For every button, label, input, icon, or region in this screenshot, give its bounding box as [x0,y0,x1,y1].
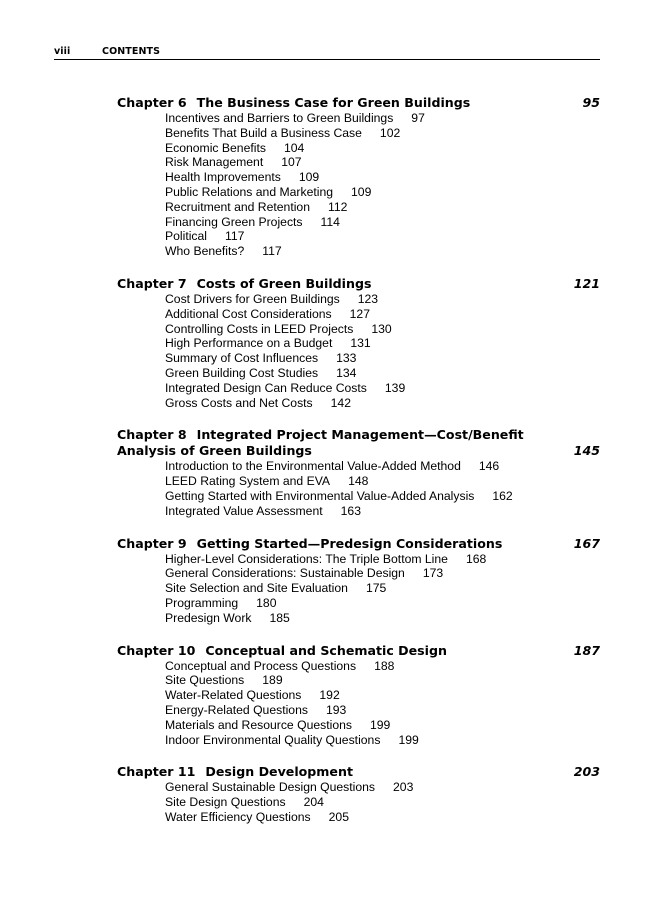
chapter-page-number: 167 [573,535,600,551]
entry-page-number: 175 [365,581,387,596]
chapter-title-line [117,443,540,459]
chapter-title: Design Development [205,764,353,780]
toc-entry[interactable] [165,336,600,351]
toc-entry[interactable] [165,474,600,489]
toc-entry[interactable] [165,111,600,126]
toc-chapter [117,536,600,626]
entry-page-number: 204 [303,795,324,810]
entry-page-number: 188 [374,658,395,673]
toc-entry[interactable] [165,489,600,504]
toc-entry[interactable] [165,141,600,156]
entry-title: Political [165,229,207,244]
entry-title: LEED Rating System and EVA [165,474,331,489]
entry-page-number: 193 [325,702,347,717]
chapter-heading[interactable] [117,764,600,780]
toc-entry[interactable] [165,688,600,703]
toc-entry[interactable] [165,351,600,366]
toc-entry[interactable] [165,200,600,215]
entry-page-number: 133 [336,351,357,366]
entry-title: Financing Green Projects [165,214,303,229]
entry-page-number: 104 [283,140,305,155]
entry-title: Materials and Resource Questions [165,717,352,732]
toc-entry[interactable] [165,307,600,322]
entry-page-number: 189 [262,673,283,688]
toc-entry[interactable] [165,659,600,674]
section-list [117,659,600,748]
entry-page-number: 117 [262,244,282,259]
entry-title: Getting Started with Environmental Value-Added Analysis [165,488,475,503]
toc-entry[interactable] [165,396,600,411]
toc-entry[interactable] [165,795,600,810]
entry-title: Benefits That Build a Business Case [165,125,362,140]
toc-entry[interactable] [165,718,600,733]
entry-title: Programming [165,595,239,610]
chapter-title: Analysis of Green Buildings [117,443,312,459]
entry-title: Additional Cost Considerations [165,306,332,321]
toc-chapter [117,276,600,410]
toc-entry[interactable] [165,170,600,185]
toc-entry[interactable] [165,292,600,307]
entry-page-number: 192 [319,688,340,703]
section-list [117,292,600,410]
chapter-heading[interactable] [117,427,600,459]
toc-chapter [117,427,600,518]
chapter-title-line [117,427,540,443]
chapter-label: Chapter 9 [117,535,187,551]
toc-entry[interactable] [165,459,600,474]
toc-entry[interactable] [165,366,600,381]
chapter-label: Chapter 8 [117,427,187,443]
section-list [117,459,600,518]
entry-page-number: 163 [340,503,361,518]
chapter-page-number: 121 [573,275,600,291]
entry-page-number: 148 [348,474,369,489]
entry-title: Who Benefits? [165,244,245,259]
chapter-page-number: 187 [573,642,600,658]
entry-title: Incentives and Barriers to Green Buildings [165,111,394,125]
chapter-label: Chapter 7 [117,275,187,291]
table-of-contents [117,95,600,842]
entry-title: Water Efficiency Questions [165,809,311,824]
entry-title: Higher-Level Considerations: The Triple Bottom Line [165,551,448,566]
entry-title: Predesign Work [165,610,252,625]
section-list [117,111,600,259]
chapter-title-line [117,643,540,659]
entry-title: Site Questions [165,673,245,688]
chapter-title-line [117,95,540,111]
toc-entry[interactable] [165,381,600,396]
entry-page-number: 173 [422,566,444,581]
toc-chapter [117,95,600,259]
toc-entry[interactable] [165,581,600,596]
entry-title: Gross Costs and Net Costs [165,395,313,410]
entry-title: Conceptual and Process Questions [165,658,357,673]
chapter-title-line [117,276,540,292]
entry-page-number: 130 [371,321,392,336]
entry-page-number: 139 [384,380,406,395]
section-list [117,780,600,824]
running-head [54,45,600,60]
entry-page-number: 134 [336,365,357,380]
chapter-label: Chapter 11 [117,764,196,780]
entry-page-number: 168 [465,551,487,566]
toc-entry[interactable] [165,596,600,611]
entry-page-number: 109 [298,170,320,185]
toc-entry[interactable] [165,780,600,795]
chapter-title-line [117,536,540,552]
entry-title: Cost Drivers for Green Buildings [165,291,340,306]
entry-page-number: 102 [379,125,401,140]
entry-page-number: 123 [357,291,379,306]
entry-title: High Performance on a Budget [165,336,333,351]
entry-page-number: 131 [350,336,371,351]
chapter-title-line [117,764,540,780]
toc-entry[interactable] [165,215,600,230]
toc-entry[interactable] [165,155,600,170]
chapter-title: Conceptual and Schematic Design [205,642,447,658]
toc-entry[interactable] [165,504,600,519]
entry-title: Indoor Environmental Quality Questions [165,732,381,747]
entry-page-number: 203 [393,780,414,795]
entry-title: Integrated Value Assessment [165,503,323,518]
entry-title: Site Selection and Site Evaluation [165,581,348,596]
toc-chapter [117,643,600,748]
toc-entry[interactable] [165,244,600,259]
entry-page-number: 199 [398,732,419,747]
entry-title: Energy-Related Questions [165,702,308,717]
toc-entry[interactable] [165,810,600,825]
chapter-title: The Business Case for Green Buildings [196,95,471,110]
toc-entry[interactable] [165,185,600,200]
chapter-page-number: 95 [582,95,600,110]
entry-page-number: 180 [256,595,277,610]
chapter-label: Chapter 6 [117,95,187,110]
toc-entry[interactable] [165,552,600,567]
entry-title: Recruitment and Retention [165,199,310,214]
entry-title: Risk Management [165,155,264,170]
entry-title: General Sustainable Design Questions [165,780,376,795]
entry-title: Green Building Cost Studies [165,365,319,380]
running-head-title: CONTENTS [102,46,161,57]
entry-title: Introduction to the Environmental Value-Added Method [165,459,461,474]
chapter-page-number: 203 [573,764,600,780]
entry-page-number: 112 [327,199,348,214]
entry-page-number: 142 [330,395,351,410]
entry-page-number: 109 [351,184,372,199]
entry-page-number: 162 [492,488,513,503]
chapter-page-number: 145 [573,443,600,459]
entry-title: Controlling Costs in LEED Projects [165,321,354,336]
toc-entry[interactable] [165,322,600,337]
entry-page-number: 205 [328,809,349,824]
entry-page-number: 114 [320,214,340,229]
page-folio: viii [54,46,71,57]
chapter-heading[interactable] [117,276,600,292]
toc-entry[interactable] [165,229,600,244]
toc-entry[interactable] [165,673,600,688]
entry-page-number: 97 [411,111,425,125]
entry-page-number: 127 [349,306,370,321]
section-list [117,552,600,626]
toc-entry[interactable] [165,566,600,581]
chapter-title: Getting Started—Predesign Considerations [196,535,503,551]
entry-title: Economic Benefits [165,140,266,155]
entry-page-number: 117 [225,229,245,244]
toc-entry[interactable] [165,703,600,718]
chapter-title: Costs of Green Buildings [196,275,372,291]
entry-page-number: 199 [369,717,391,732]
entry-title: Integrated Design Can Reduce Costs [165,380,367,395]
toc-entry[interactable] [165,126,600,141]
entry-page-number: 107 [281,155,302,170]
chapter-heading[interactable] [117,95,600,111]
toc-chapter [117,764,600,824]
entry-page-number: 185 [269,610,290,625]
entry-title: Public Relations and Marketing [165,184,334,199]
entry-title: General Considerations: Sustainable Design [165,566,405,581]
toc-entry[interactable] [165,611,600,626]
chapter-heading[interactable] [117,643,600,659]
entry-title: Site Design Questions [165,795,286,810]
entry-title: Water-Related Questions [165,688,302,703]
entry-title: Summary of Cost Influences [165,351,319,366]
toc-entry[interactable] [165,733,600,748]
chapter-title: Integrated Project Management—Cost/Benefit [196,427,524,443]
chapter-label: Chapter 10 [117,642,196,658]
entry-page-number: 146 [478,459,500,474]
chapter-heading[interactable] [117,536,600,552]
entry-title: Health Improvements [165,170,281,185]
